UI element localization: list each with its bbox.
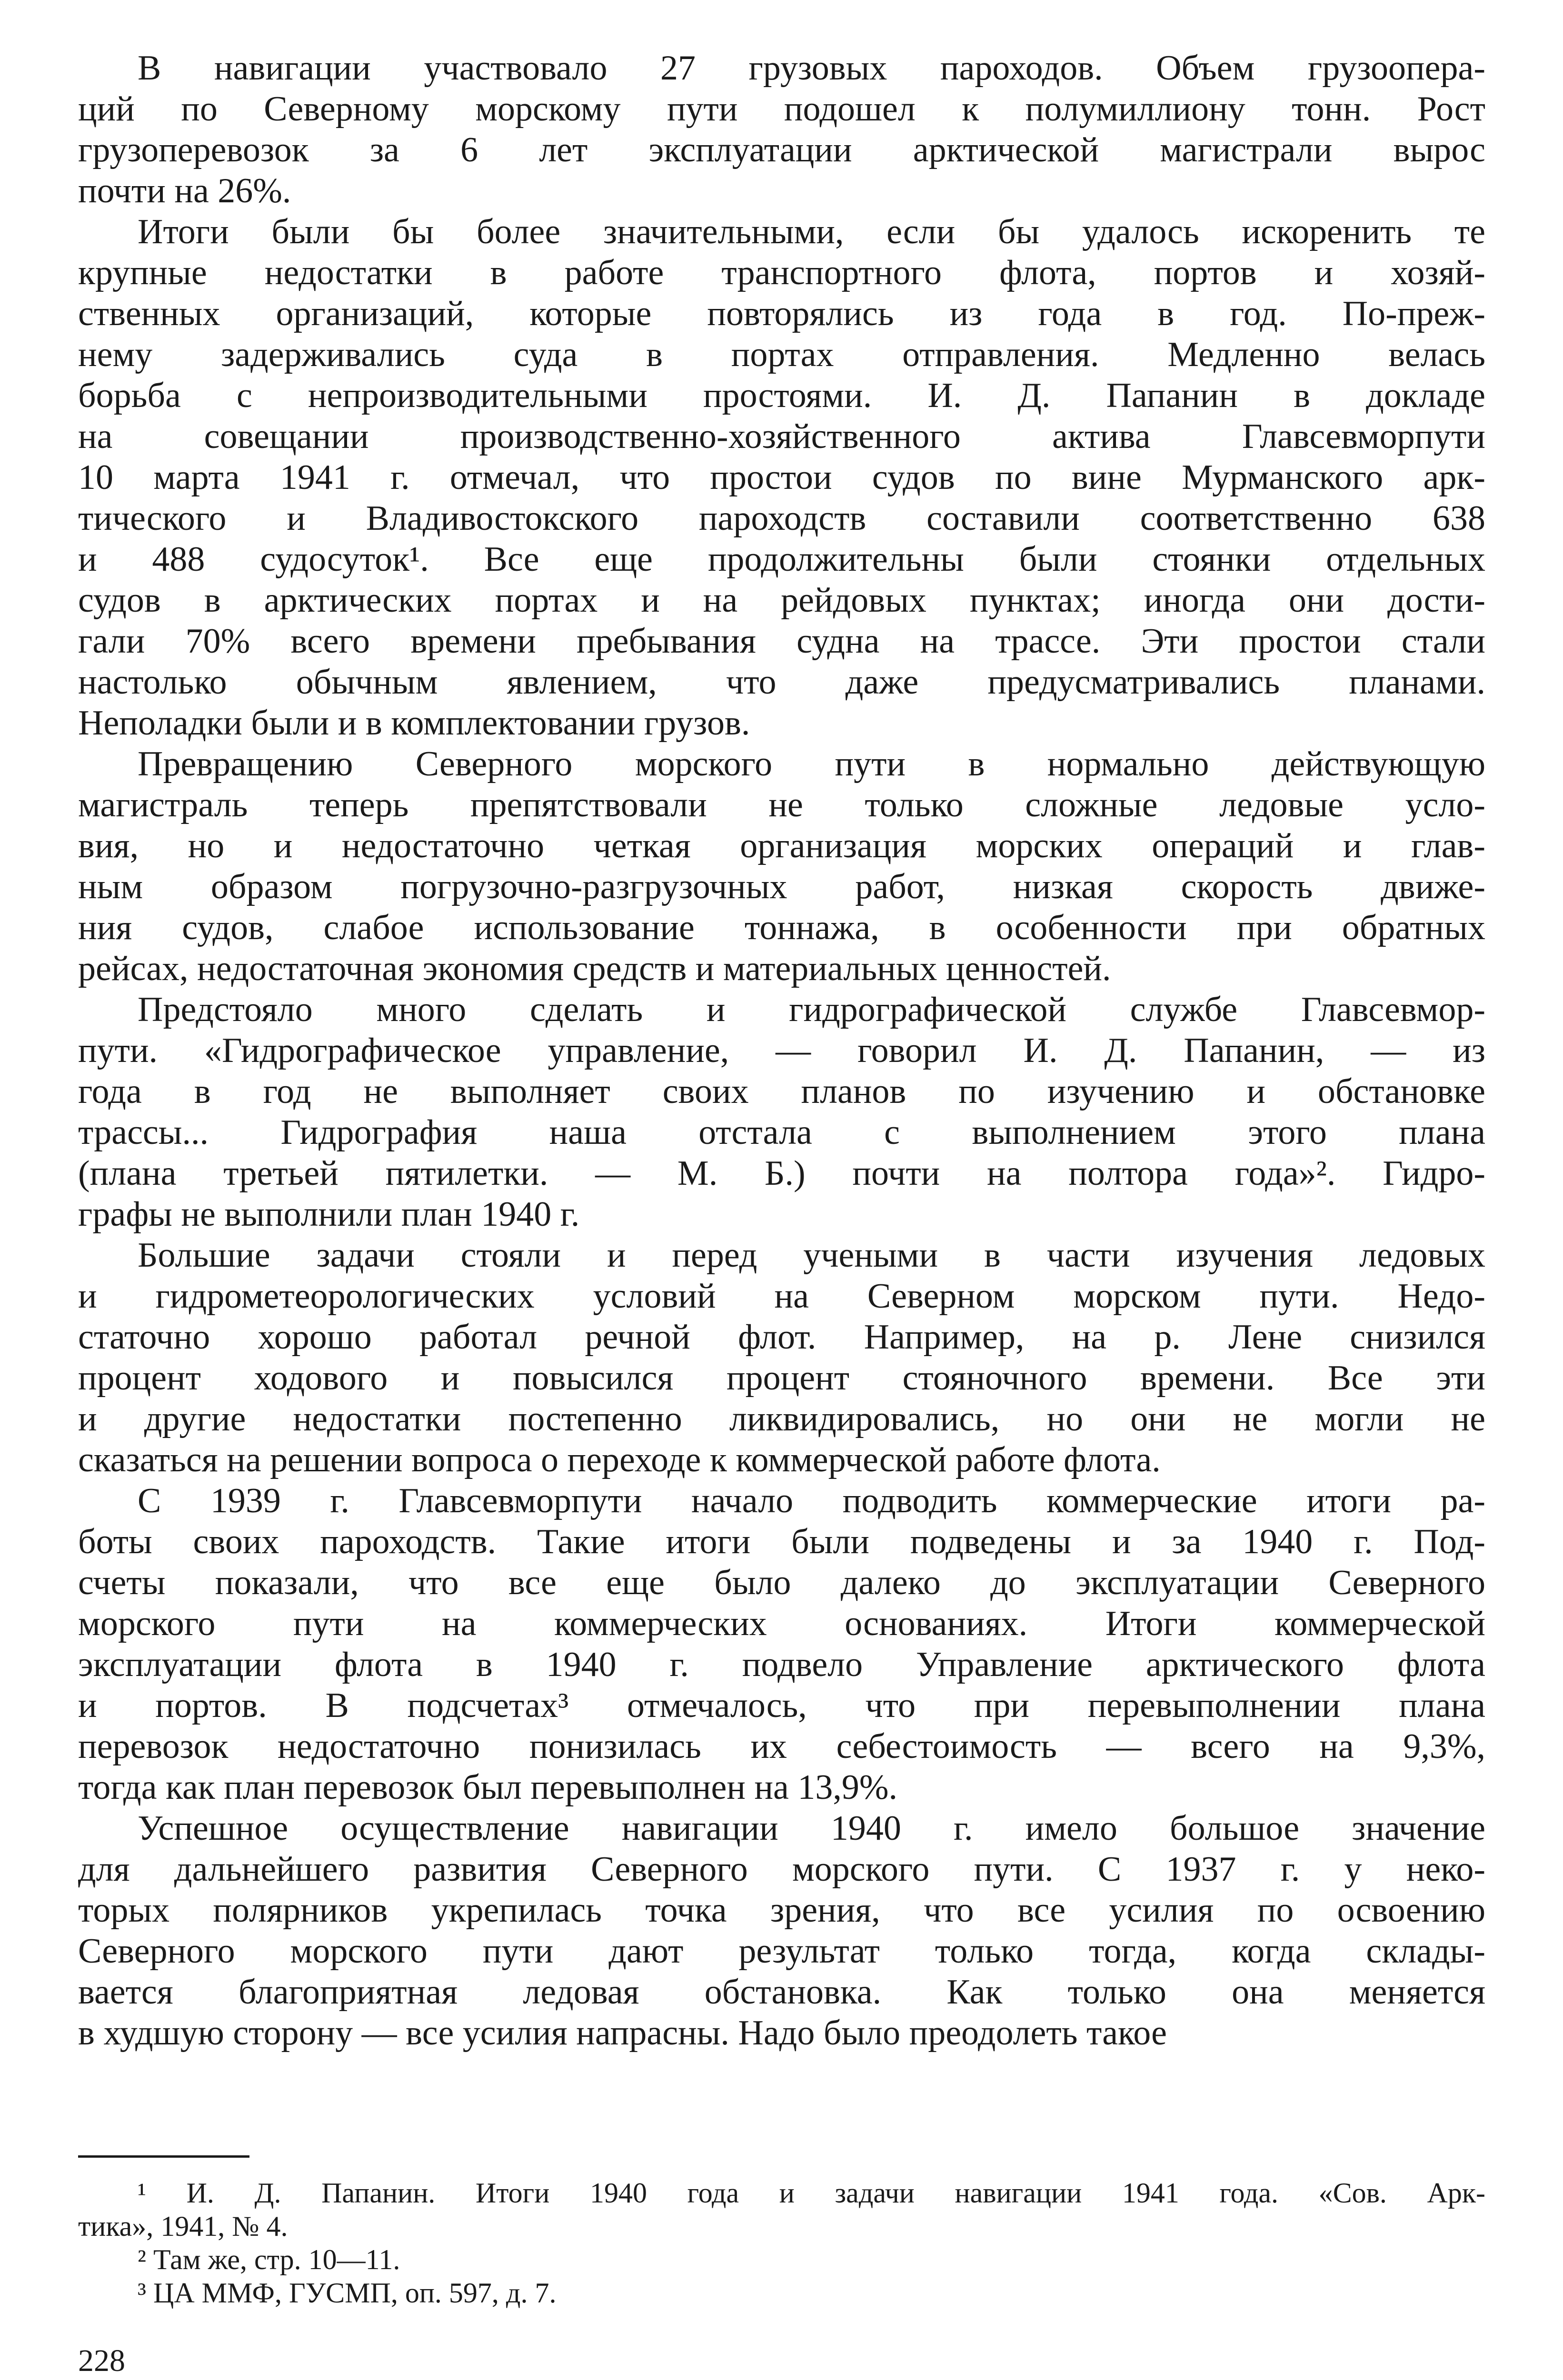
text-line: Северного морского пути дают результат только тогда, когда склады- bbox=[78, 1932, 1485, 1971]
text-line: процент ходового и повысился процент стояночного времени. Все эти bbox=[78, 1359, 1485, 1398]
text-line: в худшую сторону — все усилия напрасны. Надо было преодолеть такое bbox=[78, 2013, 1167, 2053]
text-line: боты своих пароходств. Такие итоги были подведены и за 1940 г. Под- bbox=[78, 1522, 1485, 1561]
footnote-divider bbox=[78, 2155, 249, 2158]
text-line: нему задерживались суда в портах отправления. Медленно велась bbox=[78, 335, 1485, 374]
paragraph-3 bbox=[78, 744, 1485, 989]
text-line: настолько обычным явлением, что даже предусматривались планами. bbox=[78, 663, 1485, 702]
footnote-1-continued: тика», 1941, № 4. bbox=[78, 2211, 288, 2242]
text-line: графы не выполнили план 1940 г. bbox=[78, 1195, 580, 1234]
footnote-3: ³ ЦА ММФ, ГУСМП, оп. 597, д. 7. bbox=[138, 2277, 557, 2309]
text-line: и 488 судосуток¹. Все еще продолжительны были стоянки отдельных bbox=[78, 540, 1485, 579]
text-line: крупные недостатки в работе транспортного флота, портов и хозяй- bbox=[78, 253, 1485, 292]
footnote-2: ² Там же, стр. 10—11. bbox=[138, 2244, 400, 2275]
paragraph-2 bbox=[78, 211, 1485, 744]
text-line: грузоперевозок за 6 лет эксплуатации арктической магистрали вырос bbox=[78, 130, 1485, 169]
text-line: года в год не выполняет своих планов по изучению и обстановке bbox=[78, 1072, 1485, 1111]
text-line: вия, но и недостаточно четкая организация морских операций и глав- bbox=[78, 826, 1485, 865]
text-line: и портов. В подсчетах³ отмечалось, что при перевыполнении плана bbox=[78, 1686, 1485, 1725]
text-line: Итоги были бы более значительными, если бы удалось искоренить те bbox=[138, 212, 1485, 251]
footnote-1: ¹ И. Д. Папанин. Итоги 1940 года и задачи навигации 1941 года. «Сов. Арк- bbox=[138, 2177, 1485, 2209]
text-line: для дальнейшего развития Северного морского пути. С 1937 г. у неко- bbox=[78, 1850, 1485, 1889]
text-line: Неполадки были и в комплектовании грузов. bbox=[78, 704, 750, 743]
text-line: (плана третьей пятилетки. — М. Б.) почти на полтора года»². Гидро- bbox=[78, 1154, 1485, 1193]
text-line: рейсах, недостаточная экономия средств и материальных ценностей. bbox=[78, 949, 1111, 988]
text-line: почти на 26%. bbox=[78, 171, 291, 210]
paragraph-5 bbox=[78, 1235, 1485, 1480]
text-line: 10 марта 1941 г. отмечал, что простои судов по вине Мурманского арк- bbox=[78, 458, 1485, 497]
text-line: С 1939 г. Главсевморпути начало подводить коммерческие итоги ра- bbox=[138, 1481, 1485, 1520]
text-line: Превращению Северного морского пути в нормально действующую bbox=[138, 744, 1485, 783]
footnotes bbox=[78, 2176, 1485, 2310]
text-line: Успешное осуществление навигации 1940 г. имело большое значение bbox=[138, 1809, 1485, 1848]
page-number: 228 bbox=[78, 2343, 125, 2378]
text-line: ций по Северному морскому пути подошел к полумиллиону тонн. Рост bbox=[78, 89, 1485, 129]
paragraph-6 bbox=[78, 1480, 1485, 1808]
text-line: судов в арктических портах и на рейдовых пунктах; иногда они дости- bbox=[78, 581, 1485, 620]
text-line: ным образом погрузочно-разгрузочных работ, низкая скорость движе- bbox=[78, 867, 1485, 906]
text-line: сказаться на решении вопроса о переходе к коммерческой работе флота. bbox=[78, 1440, 1161, 1479]
text-line: эксплуатации флота в 1940 г. подвело Управление арктического флота bbox=[78, 1645, 1485, 1684]
text-line: трассы... Гидрография наша отстала с выполнением этого плана bbox=[78, 1113, 1485, 1152]
text-line: на совещании производственно-хозяйственного актива Главсевморпути bbox=[78, 417, 1485, 456]
text-line: тического и Владивостокского пароходств составили соответственно 638 bbox=[78, 499, 1485, 538]
text-line: гали 70% всего времени пребывания судна на трассе. Эти простои стали bbox=[78, 622, 1485, 661]
text-line: и гидрометеорологических условий на Северном морском пути. Недо- bbox=[78, 1277, 1485, 1316]
text-line: В навигации участвовало 27 грузовых пароходов. Объем грузоопера- bbox=[138, 49, 1485, 88]
text-line: борьба с непроизводительными простоями. И. Д. Папанин в докладе bbox=[78, 376, 1485, 415]
text-line: торых полярников укрепилась точка зрения, что все усилия по освоению bbox=[78, 1891, 1485, 1930]
text-line: статочно хорошо работал речной флот. Например, на р. Лене снизился bbox=[78, 1318, 1485, 1357]
text-line: магистраль теперь препятствовали не только сложные ледовые усло- bbox=[78, 785, 1485, 824]
text-line: ственных организаций, которые повторялись из года в год. По-преж- bbox=[78, 294, 1485, 333]
text-line: морского пути на коммерческих основаниях. Итоги коммерческой bbox=[78, 1604, 1485, 1643]
text-line: тогда как план перевозок был перевыполнен на 13,9%. bbox=[78, 1768, 898, 1807]
text-line: Большие задачи стояли и перед учеными в части изучения ледовых bbox=[138, 1236, 1485, 1275]
text-line: и другие недостатки постепенно ликвидировались, но они не могли не bbox=[78, 1399, 1485, 1438]
paragraph-7 bbox=[78, 1808, 1485, 2053]
paragraph-1 bbox=[78, 48, 1485, 211]
paragraph-4 bbox=[78, 989, 1485, 1235]
text-line: ния судов, слабое использование тоннажа, в особенности при обратных bbox=[78, 908, 1485, 947]
text-line: Предстояло много сделать и гидрографической службе Главсевмор- bbox=[138, 990, 1485, 1029]
text-line: вается благоприятная ледовая обстановка. Как только она меняется bbox=[78, 1973, 1485, 2012]
body-text bbox=[78, 48, 1485, 2053]
text-line: пути. «Гидрографическое управление, — говорил И. Д. Папанин, — из bbox=[78, 1031, 1485, 1070]
text-line: счеты показали, что все еще было далеко до эксплуатации Северного bbox=[78, 1563, 1485, 1602]
text-line: перевозок недостаточно понизилась их себестоимость — всего на 9,3%, bbox=[78, 1727, 1485, 1766]
